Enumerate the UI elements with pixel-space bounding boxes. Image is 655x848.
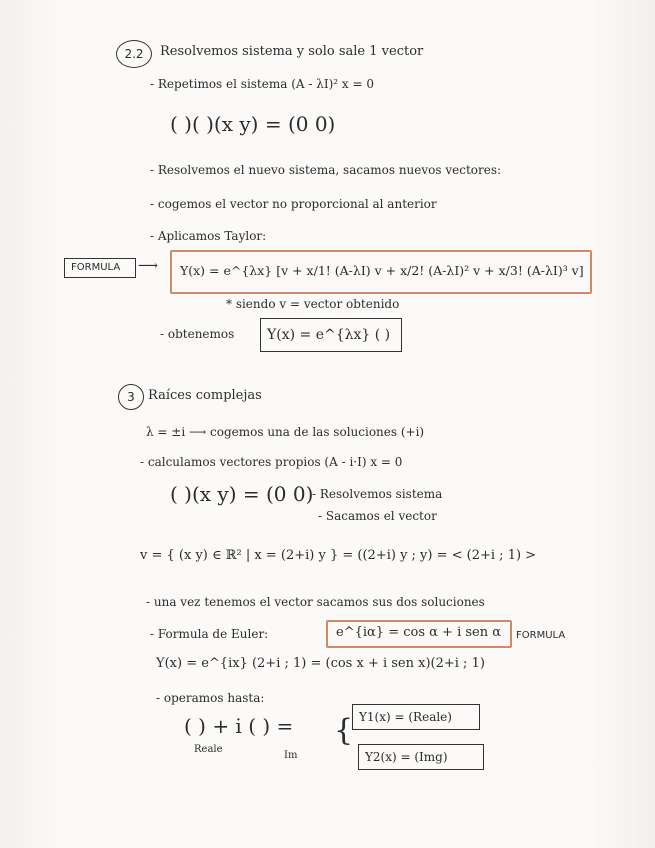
- lambda-line: λ = ±i ⟶ cogemos una de las soluciones (+i): [146, 425, 425, 439]
- bullet-operate: - operamos hasta:: [156, 691, 265, 705]
- bullet-two-solutions: - una vez tenemos el vector sacamos sus dos soluciones: [146, 595, 485, 609]
- note-vector-obtained: * siendo v = vector obtenido: [226, 297, 400, 311]
- bullet-eigenvectors: - calculamos vectores propios (A - i·I) x = 0: [140, 455, 403, 469]
- result-box-2-2: [260, 318, 402, 352]
- bullet-solve-new-system: - Resolvemos el nuevo sistema, sacamos nuevos vectores:: [150, 163, 502, 177]
- formula-arrow: ⟶: [138, 258, 159, 274]
- split-equation: ( ) + i ( ) =: [184, 714, 294, 738]
- y1-text: Y1(x) = (Reale): [359, 710, 452, 724]
- section-number-text: 3: [127, 390, 135, 404]
- matrix-equation-2-2: ( )( )(x y) = (0 0): [170, 112, 336, 136]
- result-text-2-2: Y(x) = e^{λx} ( ): [267, 327, 391, 343]
- taylor-formula-text: Y(x) = e^{λx} [v + x/1! (A-λI) v + x/2! (A-λI)² v + x/3! (A-λI)³ v]: [180, 263, 584, 278]
- euler-tag: FORMULA: [516, 630, 566, 641]
- section-number-text: 2.2: [124, 47, 144, 61]
- formula-tag-box: [64, 258, 136, 278]
- brace-symbol: {: [334, 713, 354, 748]
- section-3-title: Raíces complejas: [148, 388, 262, 403]
- bullet-repeat-system: - Repetimos el sistema (A - λI)² x = 0: [150, 77, 374, 91]
- y2-text: Y2(x) = (Img): [365, 750, 448, 764]
- real-part-label: Reale: [194, 744, 223, 755]
- side-solve-system: - Resolvemos sistema: [312, 487, 443, 501]
- bullet-euler: - Formula de Euler:: [150, 627, 269, 641]
- vector-definition: v = { (x y) ∈ ℝ² | x = (2+i) y } = ((2+i) y ; y) = < (2+i ; 1) >: [140, 548, 537, 563]
- euler-formula-text: e^{iα} = cos α + i sen α: [336, 625, 502, 640]
- imag-part-label: Im: [284, 750, 298, 761]
- bullet-obtain: - obtenemos: [160, 327, 235, 341]
- euler-formula-box: [326, 620, 512, 648]
- bullet-non-proportional: - cogemos el vector no proporcional al anterior: [150, 197, 437, 211]
- y2-box: [358, 744, 484, 770]
- section-2-2-title: Resolvemos sistema y solo sale 1 vector: [160, 44, 424, 59]
- y-expansion-line: Y(x) = e^{ix} (2+i ; 1) = (cos x + i sen x)(2+i ; 1): [156, 656, 485, 671]
- side-get-vector: - Sacamos el vector: [318, 509, 437, 523]
- formula-tag-text: FORMULA: [71, 262, 121, 273]
- section-number-3: [118, 384, 144, 410]
- taylor-formula-box: [170, 250, 592, 294]
- matrix-equation-3: ( )(x y) = (0 0): [170, 482, 314, 506]
- bullet-taylor: - Aplicamos Taylor:: [150, 229, 267, 243]
- section-number-2-2: [116, 40, 152, 68]
- y1-box: [352, 704, 480, 730]
